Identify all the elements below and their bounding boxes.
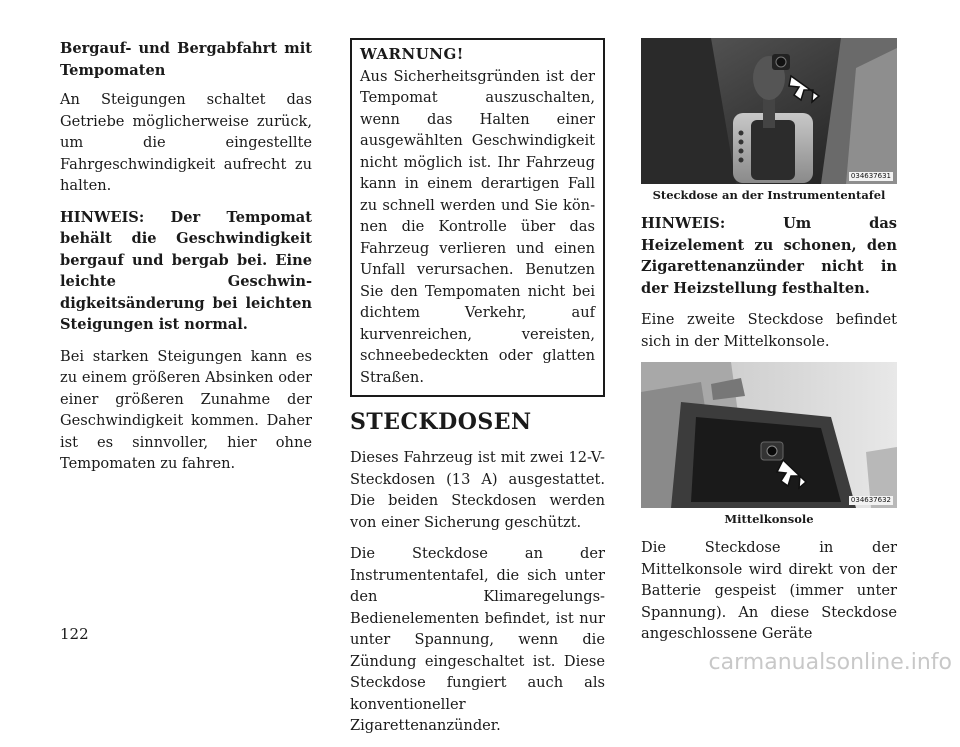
photo-caption: Mittelkonsole: [724, 512, 814, 526]
note-paragraph: HINWEIS: Um das Heizelement zu schonen, den Zigarettenanzünder nicht in der Heizstellung festhalten.: [641, 215, 897, 297]
paragraph: Dieses Fahrzeug ist mit zwei 12-V-Steckdosen (13 A) ausgestattet. Die beiden Steckdosen werden von einer Sicherung geschützt.: [350, 449, 605, 531]
column-left: [60, 38, 312, 485]
paragraph: An Steigungen schaltet das Getriebe möglicherweise zurück, um die eingestellte Fahrgeschwindigkeit aufrecht zu halten.: [60, 91, 312, 194]
photo-center-console: [641, 362, 897, 508]
photo-caption: Steckdose an der Instrumententafel: [652, 188, 886, 202]
photo-instrument-panel-outlet: [641, 38, 897, 184]
paragraph: Die Steckdose in der Mittelkonsole wird direkt von der Batterie gespeist (immer unter Spannung). An diese Steckdose angeschlossene Geräte: [641, 539, 897, 642]
paragraph: Eine zweite Steckdose befindet sich in der Mittelkonsole.: [641, 311, 897, 350]
watermark: carmanualsonline.info: [708, 650, 952, 675]
gear-shifter-photo: [641, 38, 897, 184]
section-title: STECKDOSEN: [350, 409, 532, 435]
paragraph: Bei starken Steigungen kann es zu einem größeren Absinken oder einer größeren Zunahme der Geschwindigkeit kommen. Daher ist es sinnvoller, hier ohne Tempomaten zu fahren.: [60, 347, 312, 472]
warning-text: Aus Sicherheitsgründen ist der Tempomat auszuschalten, wenn das Halten einer ausgewählten Geschwindigkeit nicht möglich ist. Ihr Fahrzeug kann in einem derartigen Fall zu schnell werden und Sie können die Kontrolle über das Fahrzeug verlieren und einen Unfall verursachen. Benutzen Sie den Tempomaten nicht bei dichtem Verkehr, auf kurvenreichen, vereisten, schneebedeckten oder glatten Straßen.: [360, 67, 595, 386]
paragraph: Die Steckdose an der Instrumententafel, die sich unter den Klimaregelungs-Bedienelementen befindet, ist nur unter Spannung, wenn die Zündung eingeschaltet ist. Diese Steckdose fungiert auch als konventioneller Zigarettenanzünder.: [350, 545, 605, 734]
page-number: 122: [60, 625, 89, 643]
warning-title: WARNUNG!: [360, 45, 464, 63]
column-middle: [350, 38, 605, 747]
subheading-cruise-hill: Bergauf- und Bergabfahrt mit Tempomaten: [60, 40, 312, 79]
column-right: [641, 38, 897, 655]
photo-code: 034637631: [850, 172, 891, 180]
warning-box: [350, 38, 605, 397]
console-photo: [641, 362, 897, 508]
photo-code: 034637632: [850, 496, 891, 504]
note-paragraph: HINWEIS: Der Tempomat behält die Geschwindigkeit bergauf und bergab bei. Eine leichte Geschwindigkeitsänderung bei leichten Steigungen ist normal.: [60, 208, 312, 333]
